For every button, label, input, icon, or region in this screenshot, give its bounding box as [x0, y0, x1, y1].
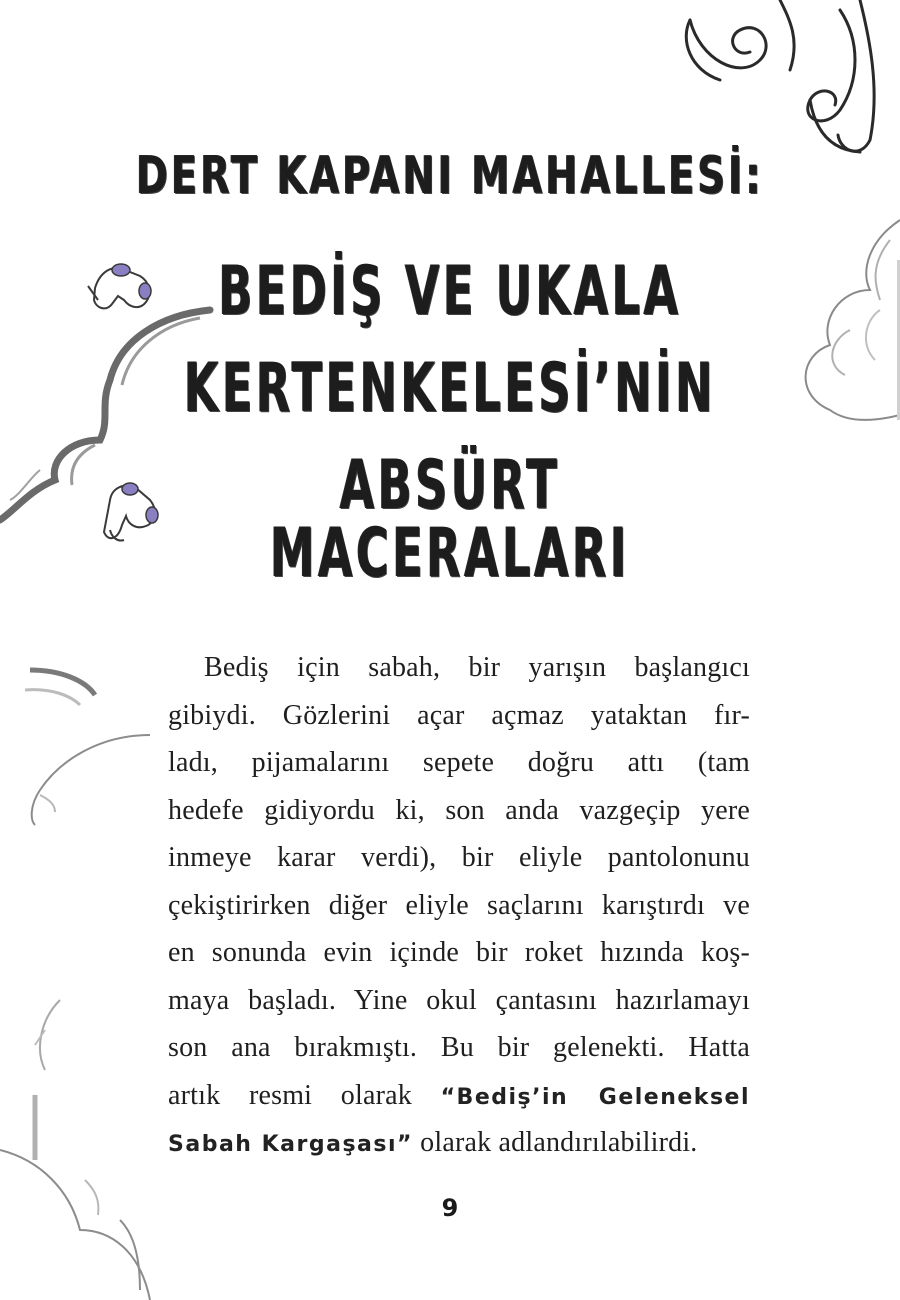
paragraph-line: maya başladı. Yine okul çantasını hazırlamayı — [168, 984, 750, 1016]
paragraph-text: olarak adlandırılabilirdi. — [412, 1127, 698, 1158]
paragraph-line: en sonunda evin içinde bir roket hızında koş- — [168, 937, 750, 968]
book-title-line: KERTENKELESİ’NİN — [183, 349, 717, 428]
paragraph-line: inmeye karar verdi), bir eliyle pantolonunu — [168, 842, 750, 873]
paragraph-line: ladı, pijamalarını sepete doğru attı (tam — [168, 747, 750, 778]
paragraph-line-closing — [168, 1119, 750, 1167]
handwritten-quote: “Bediş’in Geleneksel — [440, 1084, 750, 1110]
paragraph-line: gibiydi. Gözlerini açar açmaz yataktan fır- — [168, 699, 750, 731]
body-paragraph — [168, 644, 750, 1167]
paragraph-line-with-quote — [168, 1072, 750, 1120]
paragraph-line: hedefe gidiyordu ki, son anda vazgeçip yere — [168, 794, 750, 826]
book-title-line: ABSÜRT MACERALARI — [270, 446, 630, 593]
paragraph-line: Bediş için sabah, bir yarışın başlangıcı — [204, 652, 750, 683]
swirl-doodle-icon — [686, 0, 874, 152]
paragraph-line: son ana bırakmıştı. Bu bir gelenekti. Hatta — [168, 1032, 750, 1063]
book-title — [0, 252, 900, 593]
paragraph-text: artık resmi olarak — [168, 1079, 412, 1111]
page-number: 9 — [441, 1194, 459, 1222]
book-title-line: BEDİŞ VE UKALA — [218, 252, 682, 331]
series-title: DERT KAPANI MAHALLESİ: — [136, 146, 764, 206]
paragraph-line: çekiştirirken diğer eliyle saçlarını karıştırdı ve — [168, 889, 750, 921]
handwritten-quote: Sabah Kargaşası” — [168, 1132, 413, 1157]
